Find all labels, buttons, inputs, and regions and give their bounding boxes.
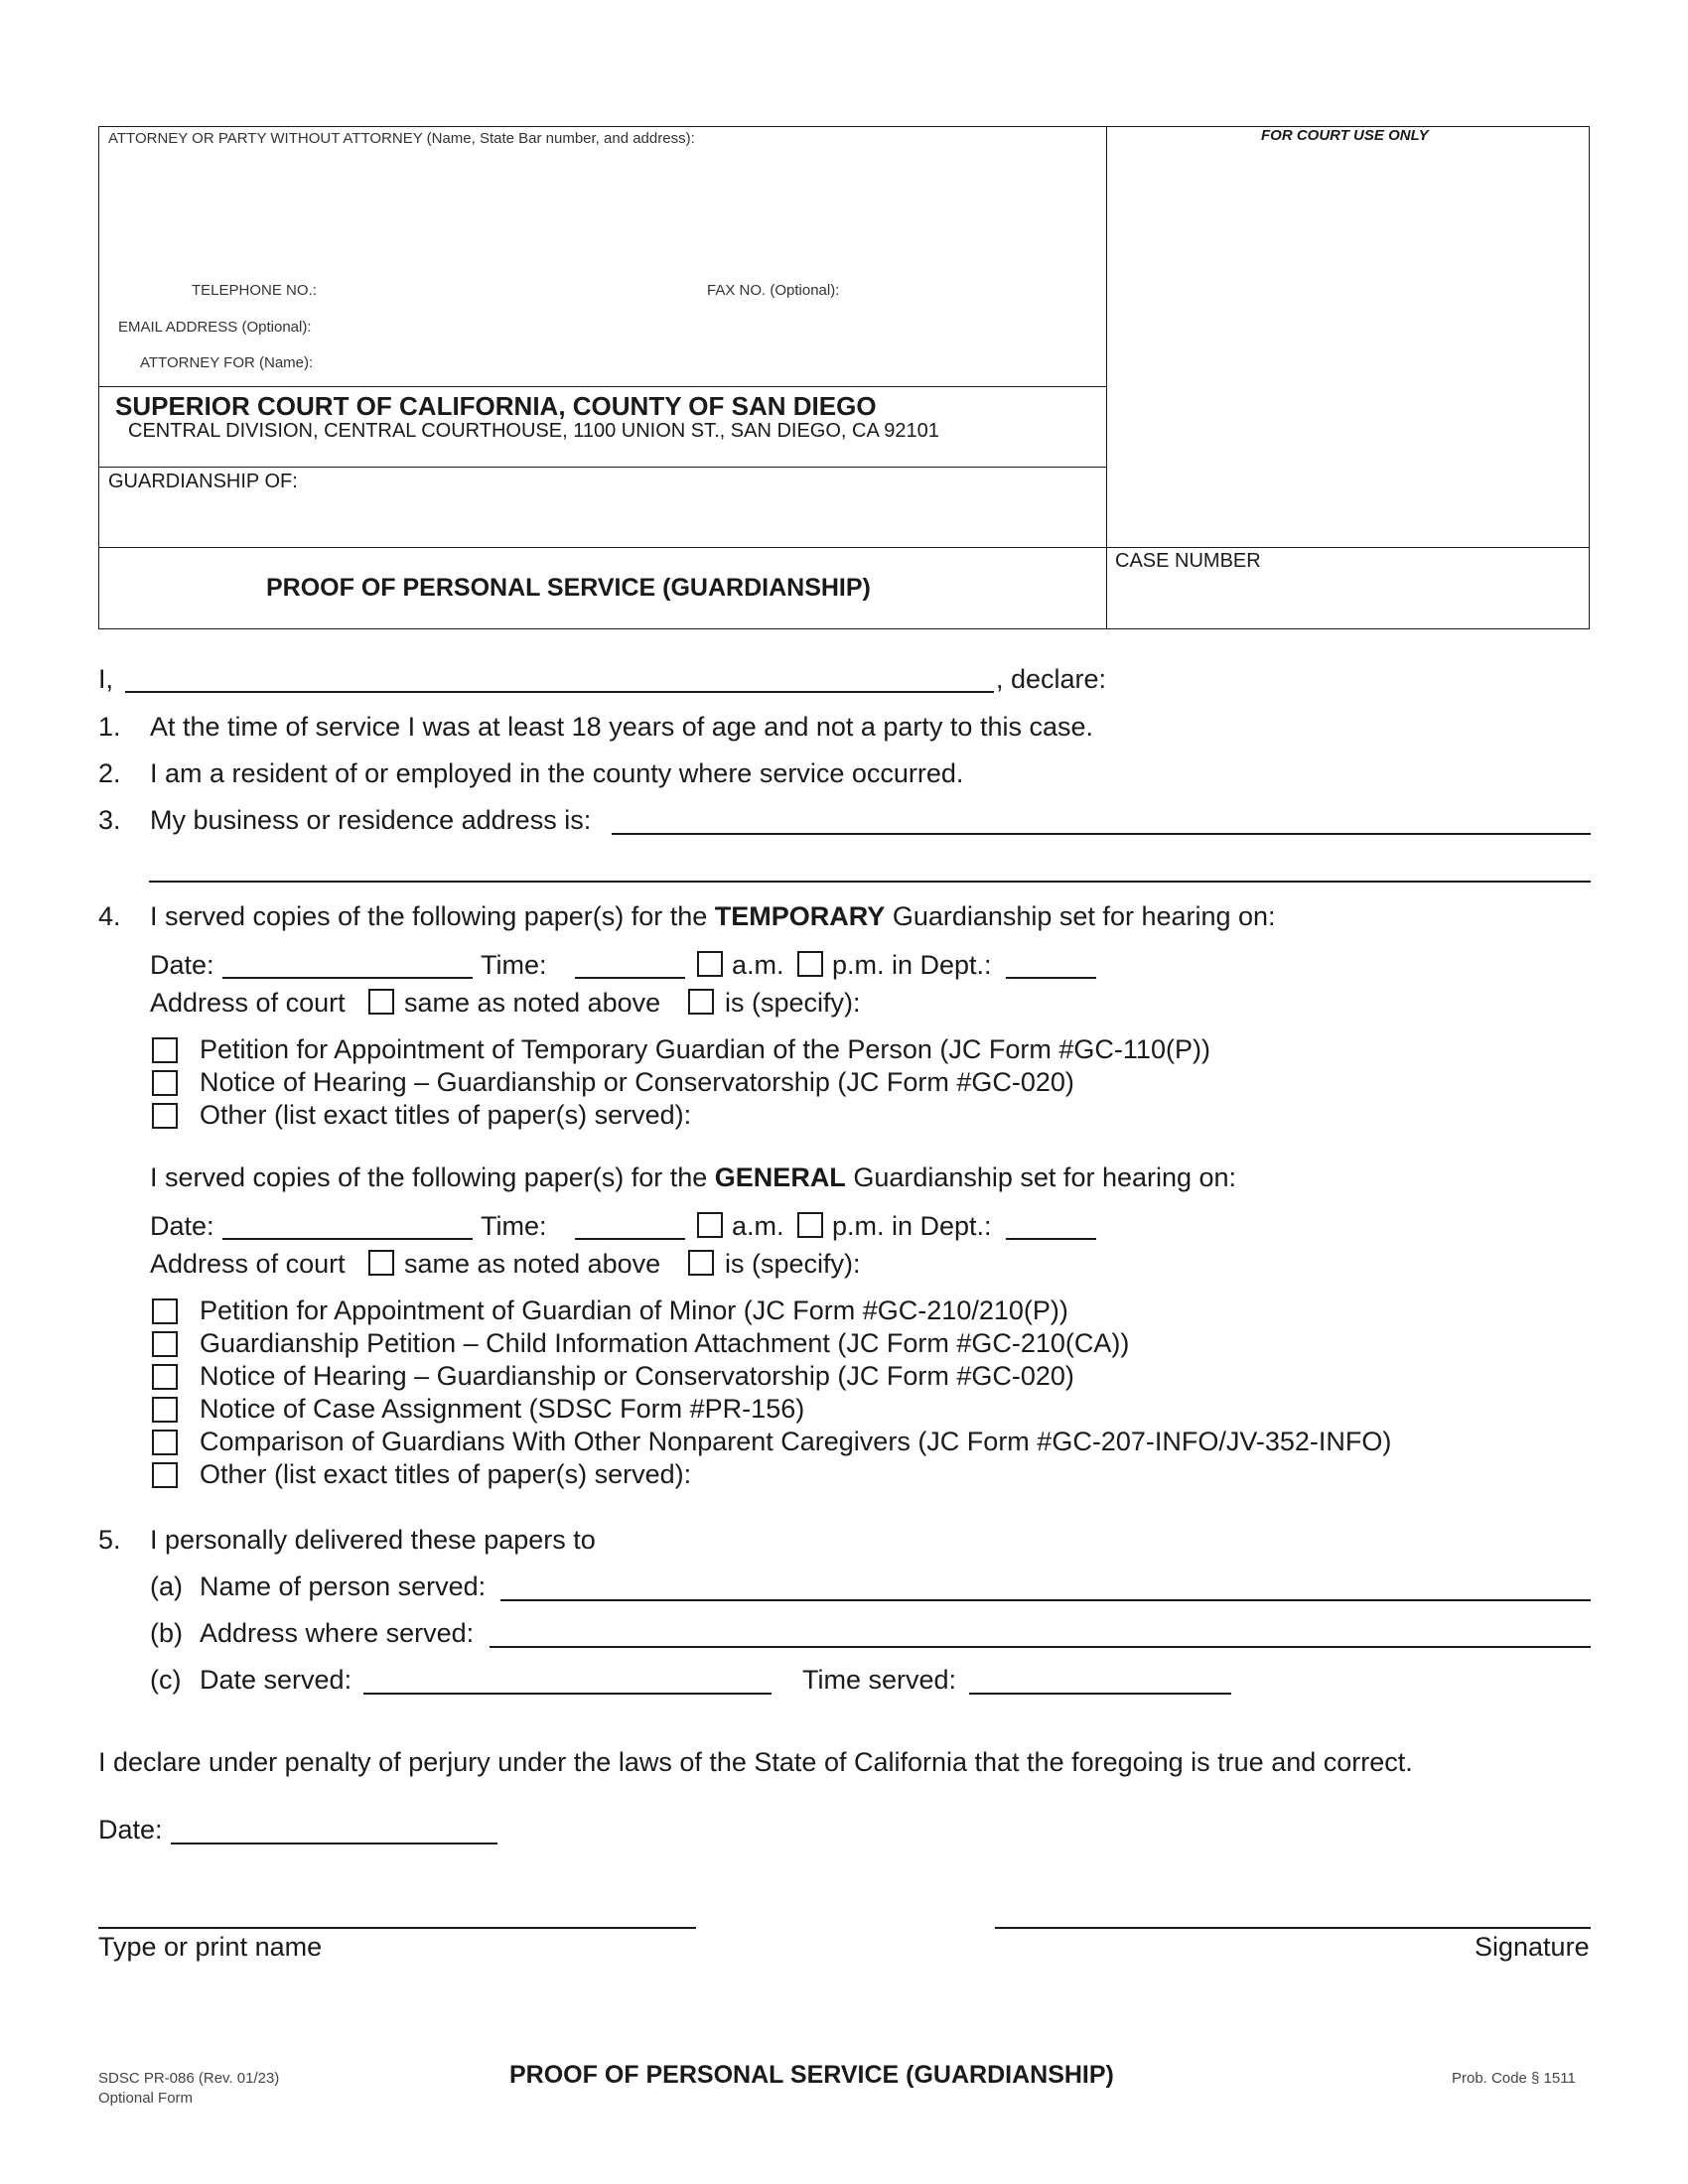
temporary-intro — [150, 901, 1276, 932]
temporary-paper-checkbox[interactable] — [152, 1070, 178, 1096]
general-time-label: Time: — [481, 1211, 547, 1241]
general-intro-bold: GENERAL — [714, 1162, 846, 1192]
time-served-label: Time served: — [802, 1665, 957, 1695]
temporary-time-label: Time: — [481, 950, 547, 980]
caption-outer-border — [98, 126, 1590, 629]
delivery-b-label: (b) — [150, 1618, 183, 1648]
attorney-label: ATTORNEY OR PARTY WITHOUT ATTORNEY (Name, State Bar number, and address): — [108, 130, 695, 147]
court-use-label: FOR COURT USE ONLY — [1261, 127, 1429, 144]
court-address: CENTRAL DIVISION, CENTRAL COURTHOUSE, 1100 UNION ST., SAN DIEGO, CA 92101 — [128, 420, 939, 442]
temporary-paper-label: Other (list exact titles of paper(s) served): — [200, 1100, 692, 1130]
general-paper-label: Petition for Appointment of Guardian of Minor (JC Form #GC-210/210(P)) — [200, 1296, 1068, 1325]
general-date-label: Date: — [150, 1211, 214, 1241]
temporary-dept-field[interactable] — [1006, 977, 1096, 979]
footer-form-code: SDSC PR-086 (Rev. 01/23) — [98, 2070, 280, 2087]
general-paper-label: Comparison of Guardians With Other Nonparent Caregivers (JC Form #GC-207-INFO/JV-352-INFO) — [200, 1427, 1392, 1456]
temporary-address-label: Address of court — [150, 988, 346, 1018]
temporary-pm-label: p.m. in Dept.: — [832, 950, 992, 980]
date-served-field[interactable] — [363, 1693, 772, 1695]
signature-label: Signature — [1475, 1932, 1590, 1962]
temporary-intro-bold: TEMPORARY — [714, 901, 886, 931]
general-paper-checkbox[interactable] — [152, 1430, 178, 1455]
footer-optional: Optional Form — [98, 2090, 194, 2107]
general-specify-label: is (specify): — [725, 1249, 861, 1279]
guardianship-divider — [98, 467, 1107, 468]
declare-suffix: , declare: — [996, 664, 1107, 694]
temporary-specify-checkbox[interactable] — [688, 989, 714, 1015]
temporary-am-label: a.m. — [732, 950, 784, 980]
temporary-paper-checkbox[interactable] — [152, 1103, 178, 1129]
address-field-line-2[interactable] — [149, 881, 1591, 883]
signature-field[interactable] — [995, 1927, 1591, 1929]
general-date-field[interactable] — [222, 1238, 473, 1240]
temporary-intro-post: Guardianship set for hearing on: — [885, 901, 1276, 931]
temporary-am-checkbox[interactable] — [697, 951, 723, 977]
email-label: EMAIL ADDRESS (Optional): — [118, 319, 312, 336]
temporary-paper-checkbox[interactable] — [152, 1037, 178, 1063]
delivery-a-label: (a) — [150, 1571, 183, 1601]
general-same-label: same as noted above — [404, 1249, 661, 1279]
court-divider — [98, 386, 1107, 387]
temporary-same-checkbox[interactable] — [368, 989, 394, 1015]
time-served-field[interactable] — [969, 1693, 1231, 1695]
general-address-label: Address of court — [150, 1249, 346, 1279]
item-4-number: 4. — [98, 901, 121, 931]
temporary-time-field[interactable] — [575, 977, 685, 979]
footer-code: Prob. Code § 1511 — [1452, 2070, 1576, 2087]
general-am-label: a.m. — [732, 1211, 784, 1241]
temporary-specify-label: is (specify): — [725, 988, 861, 1018]
attorney-for-label: ATTORNEY FOR (Name): — [140, 354, 314, 371]
court-use-divider — [1106, 126, 1107, 629]
general-pm-label: p.m. in Dept.: — [832, 1211, 992, 1241]
address-field-line-1[interactable] — [612, 833, 1591, 835]
general-paper-checkbox[interactable] — [152, 1397, 178, 1423]
temporary-intro-pre: I served copies of the following paper(s) for the — [150, 901, 715, 931]
perjury-statement: I declare under penalty of perjury under the laws of the State of California that the foregoing is true and correct. — [98, 1747, 1413, 1777]
telephone-label: TELEPHONE NO.: — [192, 282, 317, 299]
general-intro — [150, 1162, 1236, 1193]
general-paper-checkbox[interactable] — [152, 1298, 178, 1324]
temporary-same-label: same as noted above — [404, 988, 661, 1018]
item-2-text: I am a resident of or employed in the county where service occurred. — [150, 758, 964, 788]
general-paper-label: Notice of Hearing – Guardianship or Conservatorship (JC Form #GC-020) — [200, 1361, 1074, 1391]
temporary-paper-label: Notice of Hearing – Guardianship or Conservatorship (JC Form #GC-020) — [200, 1067, 1074, 1097]
item-5-number: 5. — [98, 1525, 121, 1555]
temporary-pm-checkbox[interactable] — [797, 951, 823, 977]
item-2-number: 2. — [98, 758, 121, 788]
general-intro-pre: I served copies of the following paper(s) for the — [150, 1162, 715, 1192]
print-name-label: Type or print name — [98, 1932, 323, 1962]
item-3-number: 3. — [98, 805, 121, 835]
form-title: PROOF OF PERSONAL SERVICE (GUARDIANSHIP) — [266, 574, 871, 602]
address-served-field[interactable] — [490, 1646, 1591, 1648]
case-number-label: CASE NUMBER — [1115, 550, 1261, 572]
fax-label: FAX NO. (Optional): — [707, 282, 840, 299]
item-1-number: 1. — [98, 712, 121, 742]
general-paper-checkbox[interactable] — [152, 1331, 178, 1357]
declarant-name-field[interactable] — [125, 691, 994, 693]
guardianship-of-label: GUARDIANSHIP OF: — [108, 471, 298, 492]
general-same-checkbox[interactable] — [368, 1250, 394, 1276]
print-name-field[interactable] — [98, 1927, 696, 1929]
general-paper-label: Other (list exact titles of paper(s) served): — [200, 1459, 692, 1489]
general-paper-label: Guardianship Petition – Child Information Attachment (JC Form #GC-210(CA)) — [200, 1328, 1130, 1358]
general-paper-checkbox[interactable] — [152, 1462, 178, 1488]
footer-title: PROOF OF PERSONAL SERVICE (GUARDIANSHIP) — [509, 2061, 1114, 2089]
temporary-date-label: Date: — [150, 950, 214, 980]
general-specify-checkbox[interactable] — [688, 1250, 714, 1276]
item-3-text: My business or residence address is: — [150, 805, 592, 835]
general-time-field[interactable] — [575, 1238, 685, 1240]
temporary-date-field[interactable] — [222, 977, 473, 979]
general-paper-label: Notice of Case Assignment (SDSC Form #PR-156) — [200, 1394, 805, 1424]
title-divider — [98, 547, 1590, 548]
delivery-c-text: Date served: — [200, 1665, 352, 1695]
item-1-text: At the time of service I was at least 18 years of age and not a party to this case. — [150, 712, 1093, 742]
signature-date-label: Date: — [98, 1815, 163, 1844]
court-name: SUPERIOR COURT OF CALIFORNIA, COUNTY OF SAN DIEGO — [115, 391, 877, 421]
declarant-prefix: I, — [98, 664, 114, 694]
general-dept-field[interactable] — [1006, 1238, 1096, 1240]
general-paper-checkbox[interactable] — [152, 1364, 178, 1390]
person-served-field[interactable] — [500, 1599, 1591, 1601]
signature-date-field[interactable] — [171, 1843, 497, 1844]
delivery-intro: I personally delivered these papers to — [150, 1525, 596, 1555]
general-pm-checkbox[interactable] — [797, 1212, 823, 1238]
general-am-checkbox[interactable] — [697, 1212, 723, 1238]
temporary-paper-label: Petition for Appointment of Temporary Guardian of the Person (JC Form #GC-110(P)) — [200, 1034, 1210, 1064]
general-intro-post: Guardianship set for hearing on: — [845, 1162, 1237, 1192]
delivery-b-text: Address where served: — [200, 1618, 475, 1648]
delivery-c-label: (c) — [150, 1665, 182, 1695]
delivery-a-text: Name of person served: — [200, 1571, 487, 1601]
